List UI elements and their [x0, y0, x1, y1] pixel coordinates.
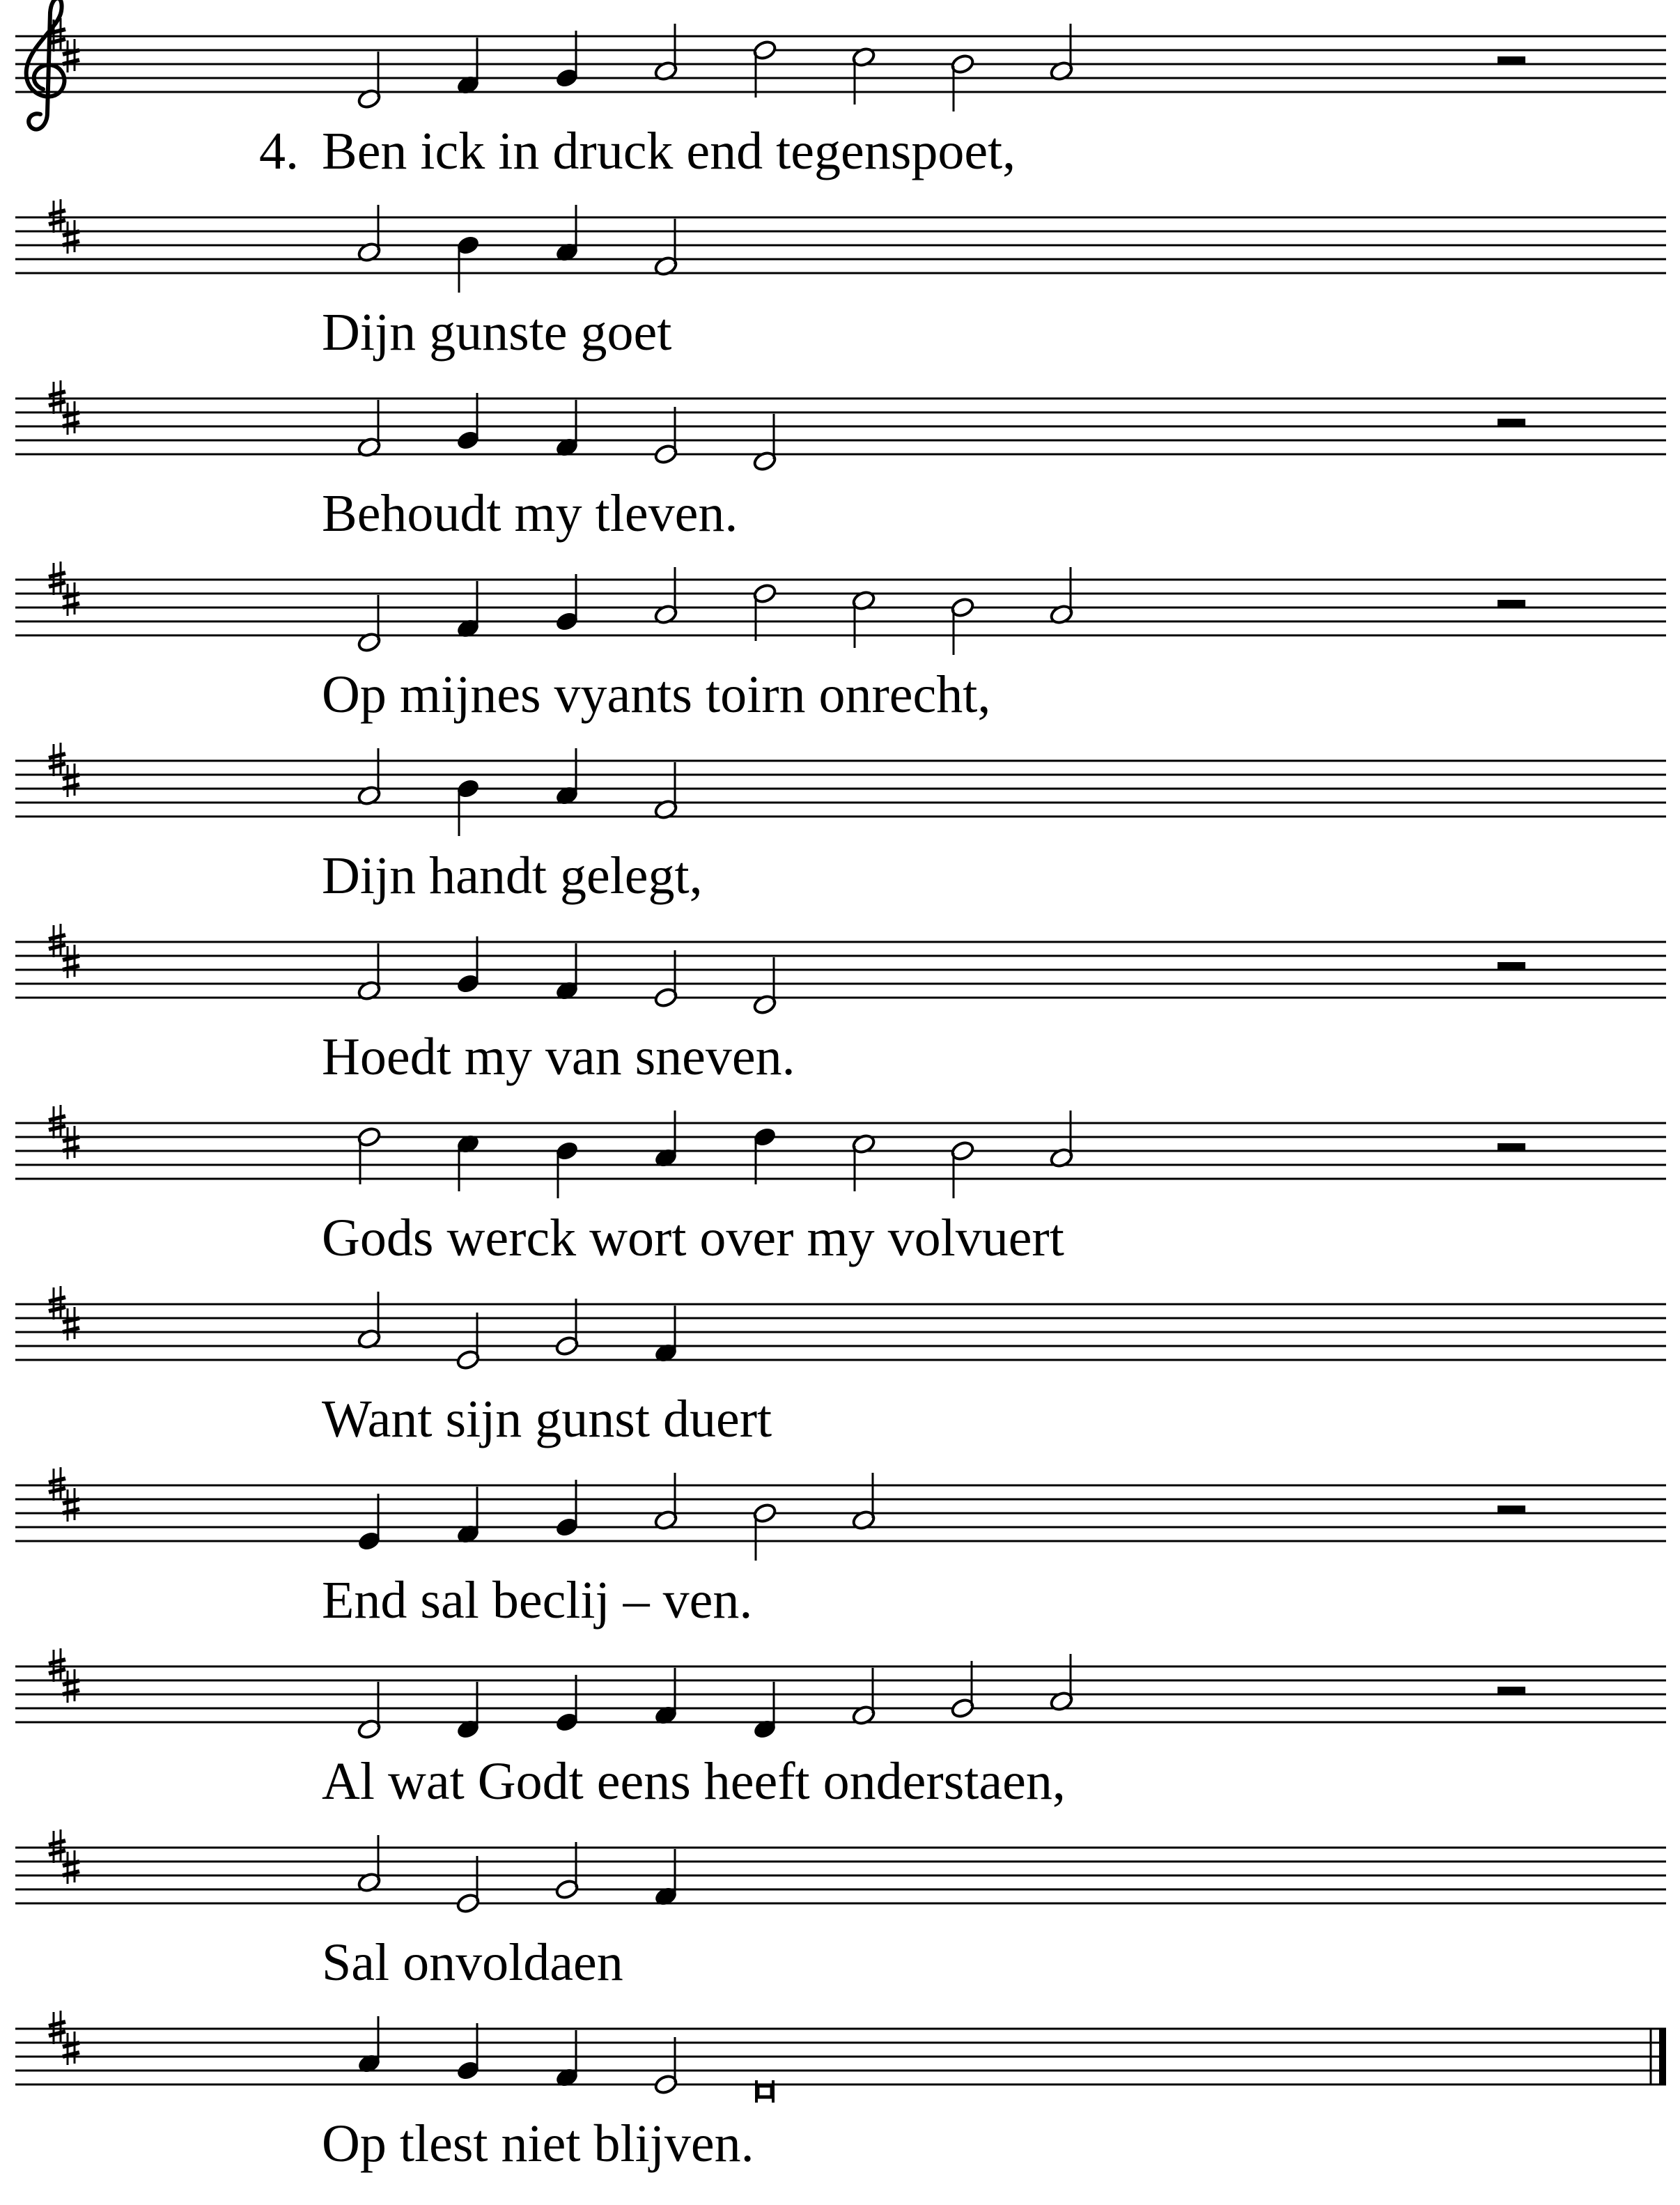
- half-note: [357, 1682, 382, 1740]
- quarter-note: [456, 777, 481, 836]
- lyric-line: Want sijn gunst duert: [322, 1390, 772, 1448]
- half-note: [653, 762, 678, 821]
- half-note: [357, 595, 382, 653]
- quarter-note: [752, 1682, 777, 1740]
- sharp-icon: [63, 945, 79, 978]
- sharp-icon: [63, 1307, 79, 1340]
- half-rest-icon: [1498, 419, 1525, 426]
- lyric-line: Behoudt my tleven.: [322, 484, 738, 543]
- half-note: [357, 52, 382, 110]
- sharp-icon: [63, 1850, 79, 1884]
- half-note: [653, 407, 678, 465]
- sharp-icon: [49, 1829, 65, 1863]
- half-note: [653, 2037, 678, 2096]
- half-note: [357, 1292, 382, 1350]
- quarter-note: [554, 400, 580, 458]
- staff-system: [15, 743, 1666, 836]
- quarter-note: [653, 1668, 678, 1726]
- half-note: [851, 589, 876, 648]
- lyric-line: Sal onvoldaen: [322, 1933, 623, 1992]
- half-note: [851, 1668, 876, 1726]
- lyric-line: Dijn gunste goet: [322, 303, 672, 362]
- half-rest-icon: [1498, 1687, 1525, 1694]
- lyric-line: Op tlest niet blijven.: [322, 2114, 754, 2173]
- half-note: [456, 1856, 481, 1914]
- sharp-icon: [63, 39, 79, 72]
- staff-system: [15, 1829, 1666, 1914]
- half-rest-icon: [1498, 1143, 1525, 1151]
- quarter-note: [456, 393, 481, 451]
- quarter-note: [456, 1682, 481, 1740]
- half-rest-icon: [1498, 600, 1525, 608]
- lyric-line: Ben ick in druck end tegenspoet,: [322, 122, 1016, 180]
- staff-system: [15, 562, 1666, 655]
- quarter-note: [357, 2016, 382, 2075]
- half-note: [357, 943, 382, 1002]
- half-note: [950, 596, 975, 655]
- half-rest-icon: [1498, 56, 1525, 64]
- half-note: [456, 1313, 481, 1371]
- verse-number: 4.: [259, 122, 299, 180]
- sharp-icon: [49, 1286, 65, 1320]
- lyric-line: End sal beclij – ven.: [322, 1571, 753, 1630]
- quarter-note: [554, 574, 580, 633]
- half-note: [752, 414, 777, 472]
- half-note: [950, 1140, 975, 1198]
- lyric-line: Gods werck wort over my volvuert: [322, 1209, 1064, 1267]
- sharp-icon: [49, 562, 65, 595]
- quarter-note: [456, 38, 481, 96]
- half-note: [357, 1835, 382, 1894]
- sharp-icon: [63, 220, 79, 254]
- half-note: [851, 1473, 876, 1531]
- half-note: [851, 1133, 876, 1191]
- sharp-icon: [49, 380, 65, 414]
- staff-system: [15, 199, 1666, 293]
- quarter-note: [554, 2030, 580, 2089]
- staff-system: [15, 1467, 1666, 1561]
- final-barline-thick: [1659, 2029, 1666, 2084]
- staff-system: [15, 0, 1666, 130]
- quarter-note: [554, 943, 580, 1002]
- half-note: [357, 400, 382, 458]
- half-note: [653, 219, 678, 277]
- half-note: [950, 53, 975, 111]
- quarter-note: [554, 205, 580, 263]
- half-note: [752, 39, 777, 98]
- sharp-icon: [49, 924, 65, 957]
- sharp-icon: [63, 1126, 79, 1159]
- staff-system: [15, 1286, 1666, 1371]
- quarter-note: [653, 1111, 678, 1169]
- half-note: [752, 957, 777, 1016]
- half-note: [752, 1502, 777, 1561]
- half-note: [653, 24, 678, 82]
- sharp-icon: [63, 1669, 79, 1703]
- sharp-icon: [49, 743, 65, 776]
- staff-system: [15, 2011, 1666, 2103]
- half-rest-icon: [1498, 962, 1525, 970]
- half-note: [357, 748, 382, 807]
- lyric-line: Op mijnes vyants toirn onrecht,: [322, 665, 991, 724]
- half-note: [554, 1299, 580, 1357]
- half-note: [653, 950, 678, 1009]
- half-note: [1049, 1111, 1074, 1169]
- quarter-note: [554, 1480, 580, 1538]
- sharp-icon: [63, 401, 79, 435]
- sharp-icon: [49, 199, 65, 233]
- quarter-note: [554, 1140, 580, 1198]
- quarter-note: [456, 2023, 481, 2082]
- sharp-icon: [49, 1648, 65, 1682]
- quarter-note: [554, 31, 580, 89]
- quarter-note: [554, 748, 580, 807]
- quarter-note: [456, 1133, 481, 1191]
- half-note: [950, 1661, 975, 1719]
- half-note: [357, 205, 382, 263]
- quarter-note: [554, 1675, 580, 1733]
- half-rest-icon: [1498, 1506, 1525, 1513]
- half-note: [653, 1473, 678, 1531]
- lyric-line: Hoedt my van sneven.: [322, 1028, 795, 1086]
- half-note: [653, 567, 678, 626]
- sharp-icon: [63, 2032, 79, 2065]
- quarter-note: [456, 1487, 481, 1545]
- half-note: [1049, 1654, 1074, 1712]
- staff-system: [15, 1105, 1666, 1198]
- half-note: [851, 46, 876, 105]
- quarter-note: [456, 936, 481, 995]
- quarter-note: [653, 1849, 678, 1908]
- sharp-icon: [63, 582, 79, 616]
- half-note: [554, 1842, 580, 1901]
- half-note: [752, 582, 777, 641]
- half-note: [1049, 24, 1074, 82]
- staff-system: [15, 380, 1666, 472]
- sharp-icon: [63, 764, 79, 797]
- lyric-line: Al wat Godt eens heeft onderstaen,: [322, 1752, 1066, 1811]
- quarter-note: [653, 1306, 678, 1364]
- quarter-note: [456, 234, 481, 293]
- sharp-icon: [49, 2011, 65, 2044]
- lyric-line: Dijn handt gelegt,: [322, 846, 703, 905]
- quarter-note: [456, 581, 481, 640]
- staff-system: [15, 1648, 1666, 1740]
- sharp-icon: [49, 1105, 65, 1138]
- quarter-note: [357, 1494, 382, 1552]
- sharp-icon: [49, 1467, 65, 1501]
- sharp-icon: [63, 1488, 79, 1522]
- quarter-note: [752, 1126, 777, 1184]
- half-note: [357, 1126, 382, 1184]
- half-note: [1049, 567, 1074, 626]
- staff-system: [15, 924, 1666, 1016]
